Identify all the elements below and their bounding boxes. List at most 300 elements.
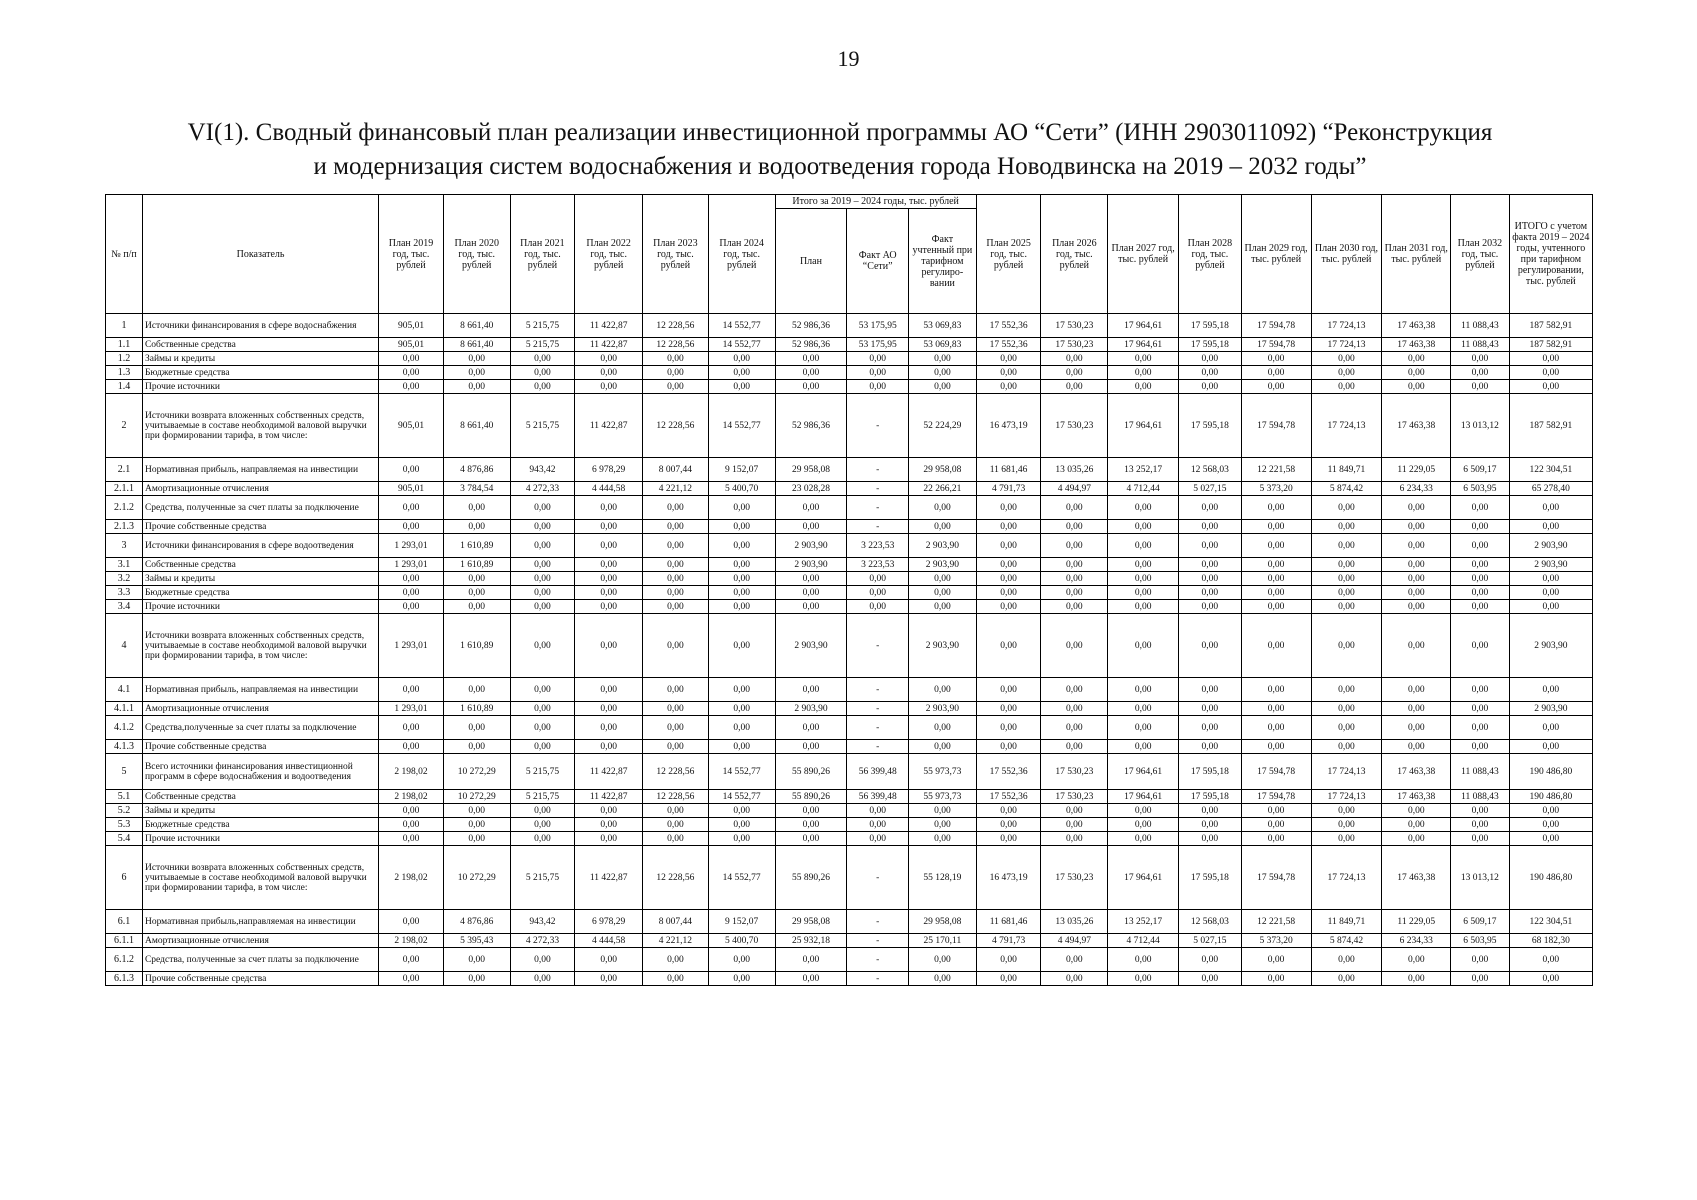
row-number: 2.1.2 <box>106 496 143 520</box>
value-cell: 5 373,20 <box>1241 934 1311 948</box>
value-cell: 0,00 <box>1041 572 1108 586</box>
value-cell: 0,00 <box>379 804 444 818</box>
value-cell: 0,00 <box>443 678 510 702</box>
row-number: 4.1.1 <box>106 702 143 716</box>
value-cell: 0,00 <box>1382 702 1451 716</box>
value-cell: 0,00 <box>1382 600 1451 614</box>
value-cell: 0,00 <box>1241 804 1311 818</box>
value-cell: 0,00 <box>1179 972 1242 986</box>
row-indicator: Прочие собственные средства <box>142 520 378 534</box>
value-cell: 0,00 <box>1382 352 1451 366</box>
value-cell: 0,00 <box>379 678 444 702</box>
value-cell: 11 088,43 <box>1451 314 1510 338</box>
value-cell: 0,00 <box>443 832 510 846</box>
value-cell: 0,00 <box>379 716 444 740</box>
value-cell: 55 973,73 <box>909 790 977 804</box>
value-cell: 9 152,07 <box>708 910 775 934</box>
value-cell: 0,00 <box>1451 600 1510 614</box>
header-2023: План 2023 год, тыс. рублей <box>643 195 709 314</box>
value-cell: 13 252,17 <box>1108 458 1179 482</box>
value-cell: 17 594,78 <box>1241 338 1311 352</box>
header-2022: План 2022 год, тыс. рублей <box>575 195 643 314</box>
value-cell: 0,00 <box>708 534 775 558</box>
value-cell: 0,00 <box>643 818 709 832</box>
value-cell: 0,00 <box>1241 380 1311 394</box>
value-cell: 17 530,23 <box>1041 846 1108 910</box>
value-cell: 0,00 <box>909 948 977 972</box>
value-cell: 0,00 <box>510 558 575 572</box>
value-cell: 5 215,75 <box>510 754 575 790</box>
value-cell: 0,00 <box>510 352 575 366</box>
value-cell: 17 594,78 <box>1241 754 1311 790</box>
value-cell: 0,00 <box>510 832 575 846</box>
value-cell: 0,00 <box>775 818 847 832</box>
value-cell: 0,00 <box>1311 366 1382 380</box>
value-cell: 0,00 <box>575 520 643 534</box>
value-cell: 11 229,05 <box>1382 458 1451 482</box>
value-cell: 0,00 <box>1311 740 1382 754</box>
value-cell: 17 530,23 <box>1041 394 1108 458</box>
row-number: 1.2 <box>106 352 143 366</box>
value-cell: 0,00 <box>1241 614 1311 678</box>
value-cell: 12 228,56 <box>643 754 709 790</box>
financial-plan-table <box>105 194 1593 986</box>
value-cell: 0,00 <box>1179 948 1242 972</box>
value-cell: 0,00 <box>1241 586 1311 600</box>
value-cell: - <box>847 394 909 458</box>
value-cell: 0,00 <box>1108 600 1179 614</box>
value-cell: 6 503,95 <box>1451 482 1510 496</box>
value-cell: 2 903,90 <box>775 702 847 716</box>
value-cell: 0,00 <box>1179 366 1242 380</box>
value-cell: 0,00 <box>510 380 575 394</box>
value-cell: 0,00 <box>1241 972 1311 986</box>
value-cell: 17 463,38 <box>1382 394 1451 458</box>
value-cell: 0,00 <box>643 832 709 846</box>
row-number: 2.1.3 <box>106 520 143 534</box>
value-cell: 0,00 <box>575 832 643 846</box>
value-cell: 6 234,33 <box>1382 934 1451 948</box>
value-cell: 0,00 <box>1451 702 1510 716</box>
value-cell: 0,00 <box>1509 972 1592 986</box>
value-cell: 0,00 <box>1241 678 1311 702</box>
value-cell: 0,00 <box>976 496 1041 520</box>
value-cell: 0,00 <box>976 818 1041 832</box>
value-cell: 0,00 <box>643 572 709 586</box>
row-indicator: Амортизационные отчисления <box>142 702 378 716</box>
table-row <box>106 534 1593 558</box>
value-cell: 5 874,42 <box>1311 934 1382 948</box>
row-number: 6.1.1 <box>106 934 143 948</box>
value-cell: 17 595,18 <box>1179 338 1242 352</box>
value-cell: 0,00 <box>510 972 575 986</box>
value-cell: - <box>847 614 909 678</box>
value-cell: 0,00 <box>510 496 575 520</box>
row-indicator: Источники возврата вложенных собственных средств, учитываемые в составе необходимой валовой выручки при формировании тарифа, в том числе: <box>142 394 378 458</box>
value-cell: 0,00 <box>643 352 709 366</box>
value-cell: 0,00 <box>510 586 575 600</box>
value-cell: 0,00 <box>1108 948 1179 972</box>
value-cell: 0,00 <box>575 586 643 600</box>
value-cell: 0,00 <box>1311 572 1382 586</box>
value-cell: - <box>847 740 909 754</box>
value-cell: 0,00 <box>909 600 977 614</box>
value-cell: 0,00 <box>510 600 575 614</box>
value-cell: 0,00 <box>575 678 643 702</box>
value-cell: 14 552,77 <box>708 790 775 804</box>
value-cell: 17 964,61 <box>1108 790 1179 804</box>
value-cell: 5 400,70 <box>708 934 775 948</box>
value-cell: 0,00 <box>708 716 775 740</box>
value-cell: 4 876,86 <box>443 458 510 482</box>
value-cell: 0,00 <box>1311 352 1382 366</box>
value-cell: 12 228,56 <box>643 846 709 910</box>
value-cell: 0,00 <box>1179 496 1242 520</box>
table-row <box>106 678 1593 702</box>
value-cell: 0,00 <box>1108 818 1179 832</box>
value-cell: 187 582,91 <box>1509 314 1592 338</box>
value-cell: 0,00 <box>1179 352 1242 366</box>
row-number: 3 <box>106 534 143 558</box>
value-cell: 0,00 <box>847 586 909 600</box>
value-cell: 0,00 <box>847 380 909 394</box>
value-cell: 0,00 <box>643 740 709 754</box>
value-cell: 0,00 <box>1382 614 1451 678</box>
value-cell: 14 552,77 <box>708 338 775 352</box>
row-indicator: Прочие собственные средства <box>142 972 378 986</box>
value-cell: 0,00 <box>976 678 1041 702</box>
table-row <box>106 972 1593 986</box>
table-row <box>106 804 1593 818</box>
value-cell: - <box>847 716 909 740</box>
value-cell: 5 400,70 <box>708 482 775 496</box>
value-cell: 0,00 <box>1451 972 1510 986</box>
value-cell: 0,00 <box>1241 572 1311 586</box>
value-cell: 4 272,33 <box>510 482 575 496</box>
header-2031: План 2031 год, тыс. рублей <box>1382 195 1451 314</box>
value-cell: 56 399,48 <box>847 754 909 790</box>
value-cell: 17 595,18 <box>1179 790 1242 804</box>
value-cell: 0,00 <box>1179 740 1242 754</box>
value-cell: 1 293,01 <box>379 614 444 678</box>
table-row <box>106 716 1593 740</box>
value-cell: 0,00 <box>909 586 977 600</box>
value-cell: 11 681,46 <box>976 910 1041 934</box>
value-cell: 0,00 <box>1311 678 1382 702</box>
value-cell: 17 594,78 <box>1241 394 1311 458</box>
header-plan: План <box>775 209 847 314</box>
value-cell: 0,00 <box>1451 352 1510 366</box>
header-fact: Факт АО “Сети” <box>847 209 909 314</box>
value-cell: 23 028,28 <box>775 482 847 496</box>
value-cell: 25 932,18 <box>775 934 847 948</box>
table-row <box>106 600 1593 614</box>
value-cell: 5 395,43 <box>443 934 510 948</box>
row-indicator: Прочие источники <box>142 600 378 614</box>
value-cell: 0,00 <box>1509 804 1592 818</box>
value-cell: 4 494,97 <box>1041 482 1108 496</box>
value-cell: - <box>847 948 909 972</box>
value-cell: 0,00 <box>1241 496 1311 520</box>
header-2021: План 2021 год, тыс. рублей <box>510 195 575 314</box>
value-cell: 14 552,77 <box>708 754 775 790</box>
document-title <box>110 116 1570 184</box>
value-cell: 0,00 <box>1108 380 1179 394</box>
value-cell: 14 552,77 <box>708 314 775 338</box>
value-cell: 0,00 <box>379 818 444 832</box>
row-indicator: Средства, полученные за счет платы за подключение <box>142 948 378 972</box>
value-cell: 0,00 <box>775 948 847 972</box>
value-cell: 4 791,73 <box>976 482 1041 496</box>
value-cell: 0,00 <box>575 534 643 558</box>
value-cell: 17 530,23 <box>1041 338 1108 352</box>
value-cell: 0,00 <box>1179 678 1242 702</box>
header-total-2019-2024: Итого за 2019 – 2024 годы, тыс. рублей <box>775 195 976 209</box>
value-cell: 905,01 <box>379 338 444 352</box>
value-cell: 5 215,75 <box>510 790 575 804</box>
value-cell: 0,00 <box>575 818 643 832</box>
value-cell: 1 610,89 <box>443 614 510 678</box>
value-cell: 0,00 <box>1241 702 1311 716</box>
value-cell: 6 509,17 <box>1451 458 1510 482</box>
value-cell: 0,00 <box>1509 600 1592 614</box>
value-cell: 29 958,08 <box>909 458 977 482</box>
value-cell: 0,00 <box>379 600 444 614</box>
value-cell: 0,00 <box>775 496 847 520</box>
value-cell: 6 509,17 <box>1451 910 1510 934</box>
value-cell: 55 128,19 <box>909 846 977 910</box>
value-cell: 2 903,90 <box>909 614 977 678</box>
row-number: 3.4 <box>106 600 143 614</box>
value-cell: 0,00 <box>510 678 575 702</box>
value-cell: 0,00 <box>1382 496 1451 520</box>
table-row <box>106 314 1593 338</box>
value-cell: 0,00 <box>443 520 510 534</box>
row-indicator: Амортизационные отчисления <box>142 482 378 496</box>
row-number: 4.1.2 <box>106 716 143 740</box>
value-cell: 0,00 <box>443 740 510 754</box>
value-cell: 2 198,02 <box>379 790 444 804</box>
value-cell: 187 582,91 <box>1509 338 1592 352</box>
value-cell: 0,00 <box>1041 702 1108 716</box>
table-row <box>106 910 1593 934</box>
value-cell: - <box>847 846 909 910</box>
header-fact-tariff: Факт учтенный при тарифном регулиро-вании <box>909 209 977 314</box>
value-cell: 0,00 <box>708 678 775 702</box>
value-cell: 12 228,56 <box>643 790 709 804</box>
row-indicator: Бюджетные средства <box>142 818 378 832</box>
value-cell: 0,00 <box>1382 534 1451 558</box>
value-cell: 0,00 <box>1041 352 1108 366</box>
value-cell: 0,00 <box>909 380 977 394</box>
value-cell: 0,00 <box>708 818 775 832</box>
value-cell: 17 724,13 <box>1311 846 1382 910</box>
value-cell: 0,00 <box>708 366 775 380</box>
value-cell: 0,00 <box>1382 832 1451 846</box>
value-cell: 2 903,90 <box>775 614 847 678</box>
value-cell: 0,00 <box>1311 496 1382 520</box>
value-cell: 1 610,89 <box>443 534 510 558</box>
value-cell: 53 069,83 <box>909 338 977 352</box>
value-cell: 0,00 <box>775 740 847 754</box>
value-cell: 0,00 <box>1108 972 1179 986</box>
row-number: 5.3 <box>106 818 143 832</box>
value-cell: 0,00 <box>909 572 977 586</box>
row-number: 5.2 <box>106 804 143 818</box>
value-cell: 0,00 <box>1241 832 1311 846</box>
value-cell: 0,00 <box>775 520 847 534</box>
value-cell: 190 486,80 <box>1509 790 1592 804</box>
value-cell: 0,00 <box>1382 716 1451 740</box>
value-cell: 0,00 <box>976 832 1041 846</box>
value-cell: 0,00 <box>643 804 709 818</box>
value-cell: 0,00 <box>847 832 909 846</box>
value-cell: 0,00 <box>1509 948 1592 972</box>
value-cell: 0,00 <box>1179 702 1242 716</box>
value-cell: 11 849,71 <box>1311 458 1382 482</box>
table-row <box>106 754 1593 790</box>
value-cell: 12 221,58 <box>1241 910 1311 934</box>
value-cell: 0,00 <box>976 716 1041 740</box>
value-cell: 17 964,61 <box>1108 846 1179 910</box>
value-cell: 0,00 <box>575 600 643 614</box>
value-cell: 0,00 <box>1108 804 1179 818</box>
value-cell: 0,00 <box>976 558 1041 572</box>
value-cell: 17 964,61 <box>1108 314 1179 338</box>
value-cell: 0,00 <box>1179 380 1242 394</box>
value-cell: 0,00 <box>1509 380 1592 394</box>
row-number: 1.1 <box>106 338 143 352</box>
value-cell: 905,01 <box>379 314 444 338</box>
value-cell: 190 486,80 <box>1509 846 1592 910</box>
value-cell: 17 595,18 <box>1179 754 1242 790</box>
row-number: 1.3 <box>106 366 143 380</box>
header-2020: План 2020 год, тыс. рублей <box>443 195 510 314</box>
header-num: № п/п <box>106 195 143 314</box>
value-cell: 0,00 <box>1509 832 1592 846</box>
value-cell: 5 027,15 <box>1179 482 1242 496</box>
value-cell: 0,00 <box>1451 520 1510 534</box>
value-cell: 16 473,19 <box>976 846 1041 910</box>
value-cell: 56 399,48 <box>847 790 909 804</box>
value-cell: 29 958,08 <box>775 458 847 482</box>
value-cell: 0,00 <box>575 702 643 716</box>
value-cell: 8 661,40 <box>443 314 510 338</box>
value-cell: 0,00 <box>976 614 1041 678</box>
value-cell: 0,00 <box>443 352 510 366</box>
row-indicator: Источники возврата вложенных собственных средств, учитываемые в составе необходимой валовой выручки при формировании тарифа, в том числе: <box>142 846 378 910</box>
value-cell: 0,00 <box>1041 948 1108 972</box>
value-cell: 0,00 <box>976 366 1041 380</box>
value-cell: 0,00 <box>1451 496 1510 520</box>
value-cell: 0,00 <box>1311 380 1382 394</box>
value-cell: 1 293,01 <box>379 558 444 572</box>
value-cell: 0,00 <box>708 558 775 572</box>
value-cell: 0,00 <box>775 380 847 394</box>
value-cell: 0,00 <box>379 352 444 366</box>
table-row <box>106 790 1593 804</box>
value-cell: 1 610,89 <box>443 558 510 572</box>
value-cell: 0,00 <box>379 572 444 586</box>
value-cell: 13 013,12 <box>1451 846 1510 910</box>
value-cell: 5 373,20 <box>1241 482 1311 496</box>
row-indicator: Амортизационные отчисления <box>142 934 378 948</box>
value-cell: 0,00 <box>379 832 444 846</box>
value-cell: 0,00 <box>1451 614 1510 678</box>
value-cell: 943,42 <box>510 910 575 934</box>
value-cell: 0,00 <box>976 586 1041 600</box>
value-cell: 0,00 <box>1509 572 1592 586</box>
value-cell: 0,00 <box>379 458 444 482</box>
value-cell: 0,00 <box>1382 740 1451 754</box>
value-cell: 0,00 <box>1179 534 1242 558</box>
value-cell: 0,00 <box>1108 352 1179 366</box>
value-cell: 11 422,87 <box>575 338 643 352</box>
value-cell: 0,00 <box>443 948 510 972</box>
row-number: 2 <box>106 394 143 458</box>
value-cell: 4 791,73 <box>976 934 1041 948</box>
value-cell: 53 175,95 <box>847 314 909 338</box>
value-cell: 4 221,12 <box>643 934 709 948</box>
value-cell: - <box>847 520 909 534</box>
value-cell: 0,00 <box>1311 520 1382 534</box>
value-cell: 0,00 <box>775 716 847 740</box>
value-cell: 6 978,29 <box>575 910 643 934</box>
value-cell: 4 494,97 <box>1041 934 1108 948</box>
value-cell: 0,00 <box>1179 520 1242 534</box>
value-cell: 0,00 <box>1451 818 1510 832</box>
value-cell: 0,00 <box>775 352 847 366</box>
value-cell: 17 463,38 <box>1382 790 1451 804</box>
row-number: 3.1 <box>106 558 143 572</box>
value-cell: 17 530,23 <box>1041 314 1108 338</box>
value-cell: 17 552,36 <box>976 754 1041 790</box>
value-cell: 0,00 <box>976 702 1041 716</box>
row-indicator: Источники финансирования в сфере водоснабжения <box>142 314 378 338</box>
value-cell: 0,00 <box>643 948 709 972</box>
value-cell: 2 903,90 <box>775 558 847 572</box>
header-2029: План 2029 год, тыс. рублей <box>1241 195 1311 314</box>
value-cell: 0,00 <box>443 804 510 818</box>
value-cell: 0,00 <box>909 818 977 832</box>
value-cell: 4 272,33 <box>510 934 575 948</box>
value-cell: 0,00 <box>575 614 643 678</box>
row-number: 1.4 <box>106 380 143 394</box>
value-cell: 0,00 <box>1311 534 1382 558</box>
value-cell: 0,00 <box>1241 716 1311 740</box>
value-cell: 0,00 <box>575 804 643 818</box>
header-2030: План 2030 год, тыс. рублей <box>1311 195 1382 314</box>
value-cell: 0,00 <box>1311 600 1382 614</box>
value-cell: 17 552,36 <box>976 314 1041 338</box>
header-2025: План 2025 год, тыс. рублей <box>976 195 1041 314</box>
value-cell: 0,00 <box>1451 586 1510 600</box>
value-cell: 0,00 <box>510 716 575 740</box>
value-cell: 13 035,26 <box>1041 910 1108 934</box>
value-cell: 0,00 <box>1241 600 1311 614</box>
value-cell: 17 724,13 <box>1311 754 1382 790</box>
value-cell: 0,00 <box>909 520 977 534</box>
value-cell: 0,00 <box>510 614 575 678</box>
value-cell: 0,00 <box>1509 740 1592 754</box>
value-cell: 12 568,03 <box>1179 458 1242 482</box>
row-number: 5 <box>106 754 143 790</box>
value-cell: 0,00 <box>1179 716 1242 740</box>
value-cell: 11 229,05 <box>1382 910 1451 934</box>
value-cell: 0,00 <box>1509 352 1592 366</box>
row-indicator: Собственные средства <box>142 790 378 804</box>
value-cell: 0,00 <box>1241 558 1311 572</box>
